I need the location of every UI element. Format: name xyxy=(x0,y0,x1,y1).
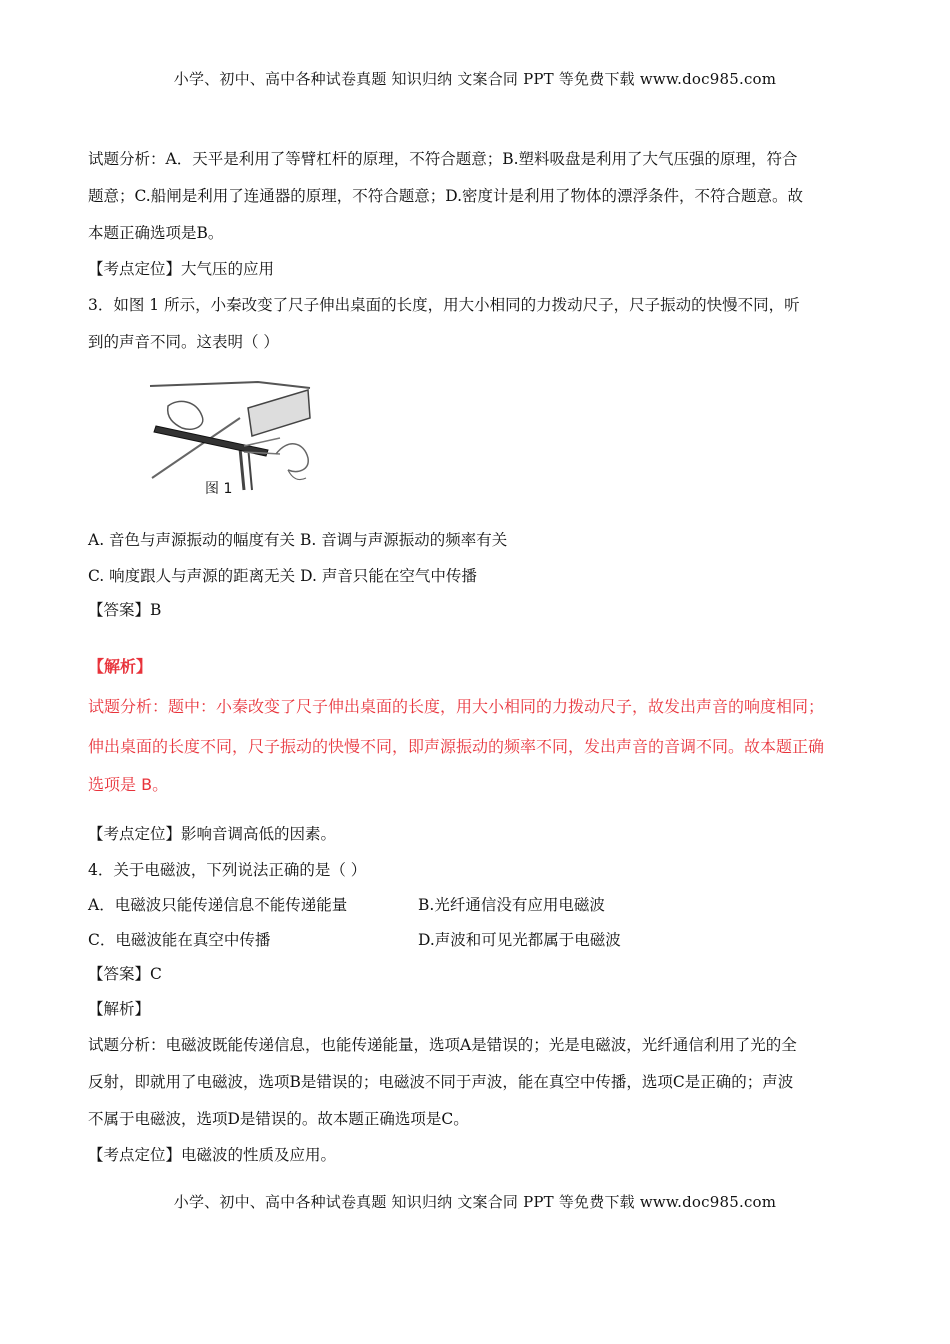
q4-option-a: A．电磁波只能传递信息不能传递能量 xyxy=(88,896,348,914)
q3-stem-line: 到的声音不同。这表明（ ） xyxy=(88,333,279,351)
q3-analysis-line: 选项是 B。 xyxy=(88,775,169,794)
q3-kaodian: 【考点定位】影响音调高低的因素。 xyxy=(88,825,337,843)
q4-jiexi-label: 【解析】 xyxy=(88,1000,151,1018)
q4-option-d: D.声波和可见光都属于电磁波 xyxy=(418,931,621,949)
q4-options-row xyxy=(88,928,868,950)
q4-stem: 4．关于电磁波，下列说法正确的是（ ） xyxy=(88,861,367,879)
q3-analysis-line: 试题分析：题中：小秦改变了尺子伸出桌面的长度，用大小相同的力拨动尺子，故发出声音的响度相同； xyxy=(88,697,825,716)
figure-caption: 图 1 xyxy=(205,481,233,497)
q4-option-c: C．电磁波能在真空中传播 xyxy=(88,931,271,949)
page-footer: 小学、初中、高中各种试卷真题 知识归纳 文案合同 PPT 等免费下载 www.doc985.com xyxy=(173,1193,777,1211)
q4-option-b: B.光纤通信没有应用电磁波 xyxy=(418,896,605,914)
q3-jiexi-label: 【解析】 xyxy=(88,657,153,676)
q4-analysis-line: 试题分析：电磁波既能传递信息，也能传递能量，选项A是错误的；光是电磁波，光纤通信利用了光的全 xyxy=(88,1036,797,1054)
q4-answer: 【答案】C xyxy=(88,965,162,983)
ruler-table-figure xyxy=(148,378,318,496)
q4-options-row xyxy=(88,893,868,915)
q3-options-line: A. 音色与声源振动的幅度有关 B. 音调与声源振动的频率有关 xyxy=(88,531,508,549)
q4-analysis-line: 不属于电磁波，选项D是错误的。故本题正确选项是C。 xyxy=(88,1110,469,1128)
q3-analysis-line: 伸出桌面的长度不同，尺子振动的快慢不同，即声源振动的频率不同，发出声音的音调不同。故本题正确 xyxy=(88,737,825,756)
q2-analysis-line: 本题正确选项是B。 xyxy=(88,224,224,242)
q3-answer: 【答案】B xyxy=(88,601,162,619)
q2-analysis-line: 题意；C.船闸是利用了连通器的原理，不符合题意；D.密度计是利用了物体的漂浮条件，不符合题意。故 xyxy=(88,187,804,205)
q4-analysis-line: 反射，即就用了电磁波，选项B是错误的；电磁波不同于声波，能在真空中传播，选项C是正确的；声波 xyxy=(88,1073,794,1091)
q4-kaodian: 【考点定位】电磁波的性质及应用。 xyxy=(88,1146,337,1164)
q2-kaodian: 【考点定位】大气压的应用 xyxy=(88,260,275,278)
q3-stem-line: 3．如图 1 所示，小秦改变了尺子伸出桌面的长度，用大小相同的力拨动尺子，尺子振动的快慢不同，听 xyxy=(88,296,800,314)
q3-options-line: C. 响度跟人与声源的距离无关 D. 声音只能在空气中传播 xyxy=(88,567,477,585)
page-header: 小学、初中、高中各种试卷真题 知识归纳 文案合同 PPT 等免费下载 www.doc985.com xyxy=(173,70,777,88)
q2-analysis-line: 试题分析：A．天平是利用了等臂杠杆的原理，不符合题意；B.塑料吸盘是利用了大气压强的原理，符合 xyxy=(88,150,798,168)
